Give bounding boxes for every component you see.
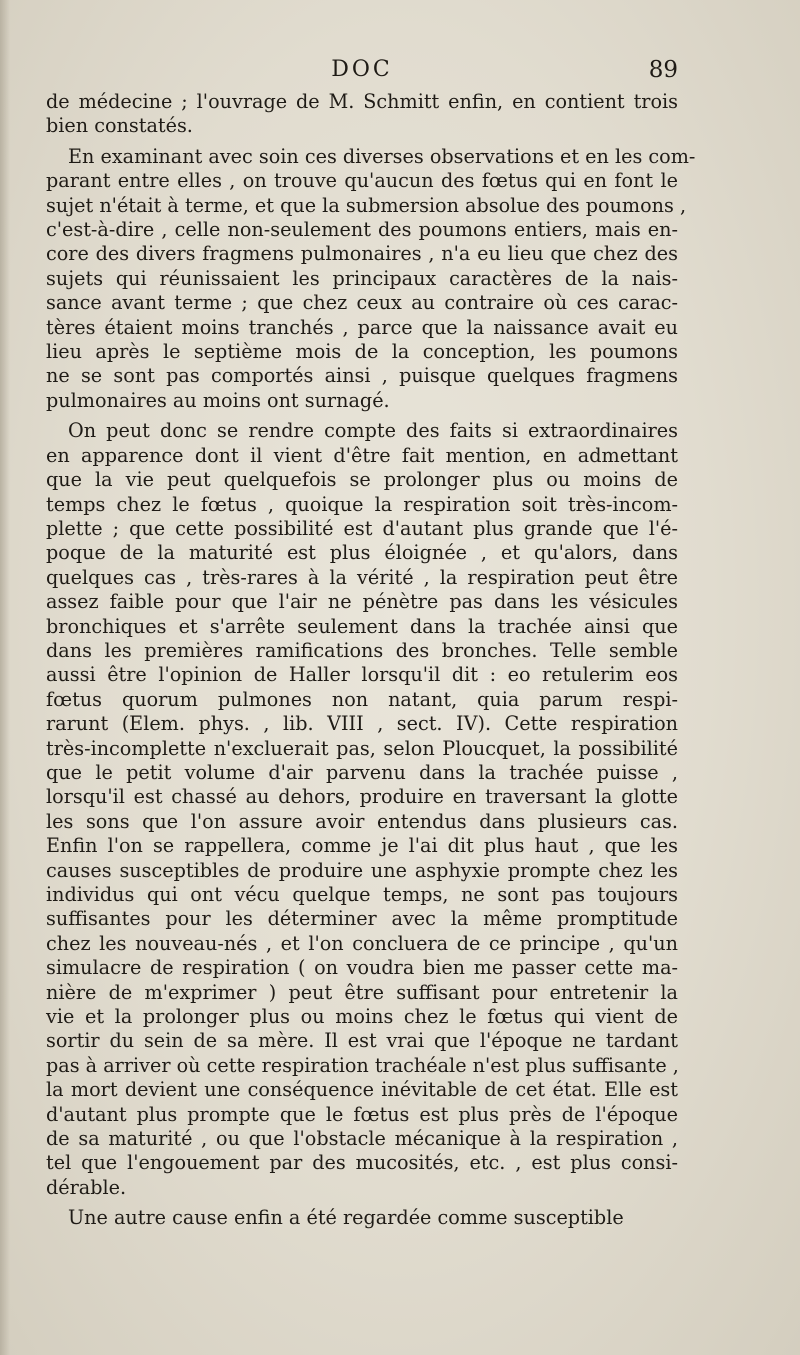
text-line: bien constatés. [46, 114, 193, 138]
paragraph [46, 90, 678, 139]
text-line: assez faible pour que l'air ne pénètre pas dans les vésicules [46, 590, 678, 614]
text-line: poque de la maturité est plus éloignée , et qu'alors, dans [46, 541, 678, 565]
text-line: quelques cas , très-rares à la vérité , la respiration peut être [46, 565, 678, 589]
page-header [46, 57, 678, 89]
text-line: plette ; que cette possibilité est d'autant plus grande que l'é- [46, 516, 678, 540]
text-line: suffisantes pour les déterminer avec la même promptitude [46, 907, 678, 931]
text-line: rarunt (Elem. phys. , lib. VIII , sect. IV). Cette respiration [46, 712, 678, 736]
text-line: lieu après le septième mois de la conception, les poumons [46, 340, 678, 364]
paragraph [46, 419, 678, 1200]
text-line: On peut donc se rendre compte des faits si extraordinaires [68, 419, 678, 443]
running-head: DOC [331, 57, 393, 82]
paragraph [46, 1206, 678, 1230]
text-line: ne se sont pas comportés ainsi , puisque quelques fragmens [46, 364, 678, 388]
text-line: aussi être l'opinion de Haller lorsqu'il dit : eo retulerim eos [46, 663, 678, 687]
text-line: de sa maturité , ou que l'obstacle mécanique à la respiration , [46, 1127, 678, 1151]
text-line: pas à arriver où cette respiration trachéale n'est plus suffisante , [46, 1053, 679, 1077]
text-line: sujet n'était à terme, et que la submersion absolue des poumons , [46, 193, 687, 217]
text-line: très-incomplette n'excluerait pas, selon Ploucquet, la possibilité [46, 736, 678, 760]
text-line: vie et la prolonger plus ou moins chez le fœtus qui vient de [46, 1005, 678, 1029]
text-line: nière de m'exprimer ) peut être suffisant pour entretenir la [46, 980, 678, 1004]
text-line: en apparence dont il vient d'être fait mention, en admettant [46, 443, 678, 467]
text-line: En examinant avec soin ces diverses observations et en les com- [68, 144, 696, 168]
text-line: Une autre cause enfin a été regardée comme susceptible [68, 1206, 624, 1230]
text-line: que le petit volume d'air parvenu dans la trachée puisse , [46, 760, 678, 784]
text-line: sance avant terme ; que chez ceux au contraire où ces carac- [46, 291, 678, 315]
text-line: bronchiques et s'arrête seulement dans la trachée ainsi que [46, 614, 678, 638]
text-line: individus qui ont vécu quelque temps, ne sont pas toujours [46, 883, 678, 906]
text-line: la mort devient une conséquence inévitable de cet état. Elle est [46, 1078, 678, 1102]
paragraph [46, 144, 696, 413]
text-line: parant entre elles , on trouve qu'aucun des fœtus qui en font le [46, 169, 678, 193]
text-line: lorsqu'il est chassé au dehors, produire en traversant la glotte [46, 785, 678, 809]
text-line: fœtus quorum pulmones non natant, quia parum respi- [46, 687, 678, 711]
text-line: pulmonaires au moins ont surnagé. [46, 388, 390, 412]
text-line: dans les premières ramifications des bronches. Telle semble [46, 638, 678, 662]
body-text [46, 90, 696, 1231]
text-line: dérable. [46, 1175, 127, 1199]
text-line: Enfin l'on se rappellera, comme je l'ai dit plus haut , que les [46, 834, 678, 858]
text-line: sortir du sein de sa mère. Il est vrai que l'époque ne tardant [46, 1029, 678, 1053]
text-line: sujets qui réunissaient les principaux caractères de la nais- [46, 266, 678, 290]
text-line: causes susceptibles de produire une asphyxie prompte chez les [46, 858, 678, 882]
text-line: c'est-à-dire , celle non-seulement des poumons entiers, mais en- [46, 218, 678, 242]
page-number: 89 [648, 57, 678, 83]
text-line: core des divers fragmens pulmonaires , n'a eu lieu que chez des [46, 242, 678, 266]
text-line: tel que l'engouement par des mucosités, etc. , est plus consi- [46, 1151, 678, 1175]
text-line: tères étaient moins tranchés , parce que la naissance avait eu [46, 315, 678, 339]
text-line: simulacre de respiration ( on voudra bien me passer cette ma- [46, 956, 678, 980]
text-line: de médecine ; l'ouvrage de M. Schmitt enfin, en contient trois [46, 90, 678, 113]
text-line: les sons que l'on assure avoir entendus dans plusieurs cas. [46, 809, 678, 833]
text-line: temps chez le fœtus , quoique la respiration soit très-incom- [46, 492, 678, 516]
text-line: d'autant plus prompte que le fœtus est plus près de l'époque [46, 1102, 678, 1126]
text-line: chez les nouveau-nés , et l'on concluera de ce principe , qu'un [46, 931, 678, 955]
page-gutter-shadow [0, 0, 10, 1355]
text-line: que la vie peut quelquefois se prolonger plus ou moins de [46, 468, 678, 492]
